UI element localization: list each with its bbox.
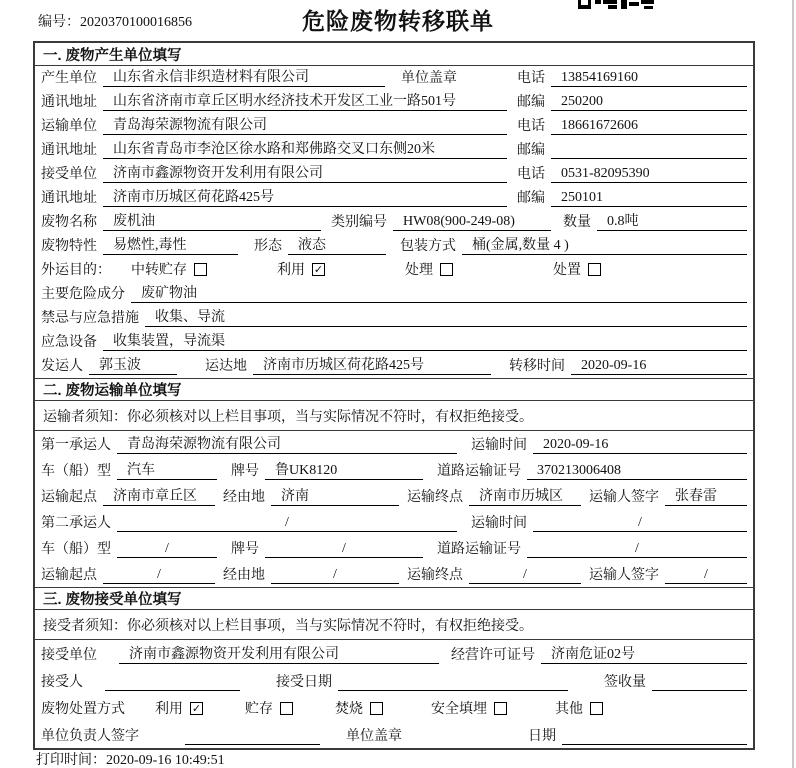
- equipment-value: 收集装置，导流渠: [103, 330, 747, 351]
- checkbox-treat: [405, 259, 453, 279]
- row-route-2: [35, 561, 753, 587]
- phone-label-2: 电话: [517, 119, 545, 134]
- row-first-carrier: [35, 431, 753, 457]
- second-carrier-value: /: [117, 515, 457, 532]
- form-value: 液态: [288, 234, 386, 255]
- address-label-3: 通讯地址: [41, 191, 97, 206]
- checkbox-transfer-storage: [131, 259, 207, 279]
- origin-label-2: 运输起点: [41, 568, 97, 583]
- row-second-carrier: [35, 509, 753, 535]
- phone-label-1: 电话: [517, 71, 545, 86]
- date-value-2: [562, 744, 747, 745]
- serial-value: 2020370100016856: [80, 15, 192, 30]
- origin-value-2: /: [103, 567, 215, 584]
- signed-amount-label: 签收量: [604, 675, 646, 690]
- waste-name-value: 废机油: [103, 210, 321, 231]
- checkbox-utilize: [277, 259, 325, 279]
- produce-unit-label: 产生单位: [41, 71, 97, 86]
- address-value-1: 山东省济南市章丘区明水经济技术开发区工业一路501号: [103, 90, 507, 111]
- row-transport-unit: [35, 114, 753, 138]
- vehicle-type-label-1: 车（船）型: [41, 464, 111, 479]
- zip-label-1: 邮编: [517, 95, 545, 110]
- head-sign-value: [185, 744, 320, 745]
- dispose-checkbox: [588, 263, 601, 276]
- head-sign-label: 单位负责人签字: [41, 729, 139, 744]
- receive-unit-label: 接受单位: [41, 167, 97, 182]
- row-taboo-measures: [35, 306, 753, 330]
- road-permit-label-2: 道路运输证号: [437, 542, 521, 557]
- row-waste-traits: [35, 234, 753, 258]
- row-disposal-method: [35, 694, 753, 721]
- transfer-time-value: 2020-09-16: [571, 358, 747, 375]
- address-value-2: 山东省青岛市李沧区徐水路和郑佛路交叉口东侧20米: [103, 138, 507, 159]
- row-sender: [35, 354, 753, 378]
- checkbox-disposal-incinerate: [335, 698, 383, 718]
- hazard-label: 主要危险成分: [41, 287, 125, 302]
- category-value: HW08(900-249-08): [393, 214, 551, 231]
- phone-value-1: 13854169160: [551, 70, 747, 87]
- unit-seal-label-2: 单位盖章: [346, 729, 402, 744]
- license-label: 经营许可证号: [451, 648, 535, 663]
- zip-label-2: 邮编: [517, 143, 545, 158]
- disposal-method-label: 废物处置方式: [41, 702, 125, 717]
- accept-unit-label: 接受单位: [41, 648, 97, 663]
- taboo-label: 禁忌与应急措施: [41, 311, 139, 326]
- form-label: 形态: [254, 239, 282, 254]
- address-value-3: 济南市历城区荷花路425号: [103, 186, 507, 207]
- road-permit-label-1: 道路运输证号: [437, 464, 521, 479]
- page-title: 危险废物转移联单: [302, 8, 494, 34]
- form-box: [33, 41, 755, 750]
- plate-value-2: /: [265, 541, 423, 558]
- carrier-sign-value-1: 张春雷: [665, 485, 747, 506]
- treat-checkbox: [440, 263, 453, 276]
- row-receiver-address: [35, 186, 753, 210]
- disposal-utilize-checkbox: ✓: [191, 701, 202, 715]
- checkbox-dispose: [553, 259, 601, 279]
- utilize-checkbox: ✓: [313, 262, 324, 276]
- package-label: 包装方式: [400, 239, 456, 254]
- via-value-1: 济南: [271, 485, 399, 506]
- address-label-2: 通讯地址: [41, 143, 97, 158]
- disposal-store-checkbox: [280, 702, 293, 715]
- origin-value-1: 济南市章丘区: [103, 485, 215, 506]
- row-produce-unit: [35, 66, 753, 90]
- hazard-value: 废矿物油: [131, 282, 747, 303]
- vehicle-type-value-1: 汽车: [117, 459, 217, 480]
- row-vehicle-1: [35, 457, 753, 483]
- zip-value-1: 250200: [551, 94, 747, 111]
- print-time-label: 打印时间：: [36, 753, 106, 768]
- carrier-sign-label-2: 运输人签字: [589, 568, 659, 583]
- section3-note: 接受者须知：你必须核对以上栏目事项，当与实际情况不符时，有权拒绝接受。: [35, 610, 753, 640]
- destination-value: 济南市历城区荷花路425号: [253, 354, 491, 375]
- endpoint-label-1: 运输终点: [407, 490, 463, 505]
- checkbox-disposal-landfill: [431, 698, 507, 718]
- unit-seal-label: 单位盖章: [401, 71, 457, 86]
- row-waste-name: [35, 210, 753, 234]
- sender-value: 郭玉波: [89, 354, 177, 375]
- transport-time-value-2: /: [533, 515, 747, 532]
- receive-unit-value: 济南市鑫源物资开发利用有限公司: [103, 162, 507, 183]
- disposal-landfill-checkbox: [494, 702, 507, 715]
- transport-unit-label: 运输单位: [41, 119, 97, 134]
- plate-label-2: 牌号: [231, 542, 259, 557]
- waste-name-label: 废物名称: [41, 215, 97, 230]
- road-permit-value-2: /: [527, 541, 747, 558]
- checkbox-disposal-store: [245, 698, 293, 718]
- print-time-value: 2020-09-16 10:49:51: [106, 753, 225, 768]
- transport-time-label-1: 运输时间: [471, 438, 527, 453]
- sender-label: 发运人: [41, 359, 83, 374]
- receiver-label: 接受人: [41, 675, 83, 690]
- plate-value-1: 鲁UK8120: [265, 459, 423, 480]
- date-label-2: 日期: [528, 729, 556, 744]
- row-receive-unit: [35, 162, 753, 186]
- second-carrier-label: 第二承运人: [41, 516, 111, 531]
- carrier-sign-value-2: /: [665, 567, 747, 584]
- category-label: 类别编号: [331, 215, 387, 230]
- section3-header: 三. 废物接受单位填写: [35, 587, 753, 610]
- via-label-1: 经由地: [223, 490, 265, 505]
- row-accept-person: [35, 667, 753, 694]
- purpose-label: 外运目的：: [41, 263, 111, 278]
- phone-value-3: 0531-82095390: [551, 166, 747, 183]
- produce-unit-value: 山东省永信非织造材料有限公司: [103, 66, 385, 87]
- row-emergency-equipment: [35, 330, 753, 354]
- checkbox-disposal-utilize: [155, 698, 203, 718]
- disposal-store-label: 贮存: [245, 702, 273, 717]
- transfer-time-label: 转移时间: [509, 359, 565, 374]
- phone-value-2: 18661672606: [551, 118, 747, 135]
- qr-code-fragment-icon: [578, 0, 657, 9]
- zip-value-2: [551, 158, 747, 159]
- carrier-sign-label-1: 运输人签字: [589, 490, 659, 505]
- section1-header: 一. 废物产生单位填写: [35, 43, 753, 66]
- transport-unit-value: 青岛海荣源物流有限公司: [103, 114, 507, 135]
- via-label-2: 经由地: [223, 568, 265, 583]
- traits-value: 易燃性,毒性: [103, 234, 238, 255]
- taboo-value: 收集、导流: [145, 306, 747, 327]
- quantity-label: 数量: [563, 215, 591, 230]
- endpoint-value-2: /: [469, 567, 581, 584]
- address-label-1: 通讯地址: [41, 95, 97, 110]
- print-time: [36, 749, 225, 768]
- destination-label: 运达地: [205, 359, 247, 374]
- disposal-incinerate-checkbox: [370, 702, 383, 715]
- checkbox-disposal-other: [555, 698, 603, 718]
- transport-time-label-2: 运输时间: [471, 516, 527, 531]
- disposal-landfill-label: 安全填埋: [431, 702, 487, 717]
- signed-amount-value: [652, 690, 747, 691]
- via-value-2: /: [271, 567, 399, 584]
- accept-unit-value: 济南市鑫源物资开发利用有限公司: [119, 643, 439, 664]
- row-accept-unit: [35, 640, 753, 667]
- transfer-storage-checkbox: [194, 263, 207, 276]
- receiver-value: [105, 690, 240, 691]
- traits-label: 废物特性: [41, 239, 97, 254]
- row-producer-address: [35, 90, 753, 114]
- section2-note: 运输者须知：你必须核对以上栏目事项，当与实际情况不符时，有权拒绝接受。: [35, 401, 753, 431]
- origin-label-1: 运输起点: [41, 490, 97, 505]
- row-transporter-address: [35, 138, 753, 162]
- dispose-label: 处置: [553, 263, 581, 278]
- row-outbound-purpose: [35, 258, 753, 282]
- endpoint-label-2: 运输终点: [407, 568, 463, 583]
- row-route-1: [35, 483, 753, 509]
- utilize-label: 利用: [277, 263, 305, 278]
- treat-label: 处理: [405, 263, 433, 278]
- equipment-label: 应急设备: [41, 335, 97, 350]
- accept-date-label: 接受日期: [276, 675, 332, 690]
- road-permit-value-1: 370213006408: [527, 463, 747, 480]
- first-carrier-label: 第一承运人: [41, 438, 111, 453]
- row-head-signature: [35, 721, 753, 748]
- zip-label-3: 邮编: [517, 191, 545, 206]
- disposal-utilize-label: 利用: [155, 702, 183, 717]
- phone-label-3: 电话: [517, 167, 545, 182]
- disposal-other-checkbox: [590, 702, 603, 715]
- plate-label-1: 牌号: [231, 464, 259, 479]
- row-vehicle-2: [35, 535, 753, 561]
- transport-time-value-1: 2020-09-16: [533, 437, 747, 454]
- disposal-other-label: 其他: [555, 702, 583, 717]
- disposal-incinerate-label: 焚烧: [335, 702, 363, 717]
- section2-header: 二. 废物运输单位填写: [35, 378, 753, 401]
- accept-date-value: [338, 690, 568, 691]
- first-carrier-value: 青岛海荣源物流有限公司: [117, 433, 457, 454]
- page-edge-divider: [792, 0, 794, 768]
- transfer-storage-label: 中转贮存: [131, 263, 187, 278]
- endpoint-value-1: 济南市历城区: [469, 485, 581, 506]
- vehicle-type-label-2: 车（船）型: [41, 542, 111, 557]
- row-hazard-components: [35, 282, 753, 306]
- zip-value-3: 250101: [551, 190, 747, 207]
- serial-label: 编号：: [38, 15, 80, 30]
- vehicle-type-value-2: /: [117, 541, 217, 558]
- license-value: 济南危证02号: [541, 643, 747, 664]
- quantity-value: 0.8吨: [597, 210, 747, 231]
- package-value: 桶(金属,数量 4 ): [462, 234, 747, 255]
